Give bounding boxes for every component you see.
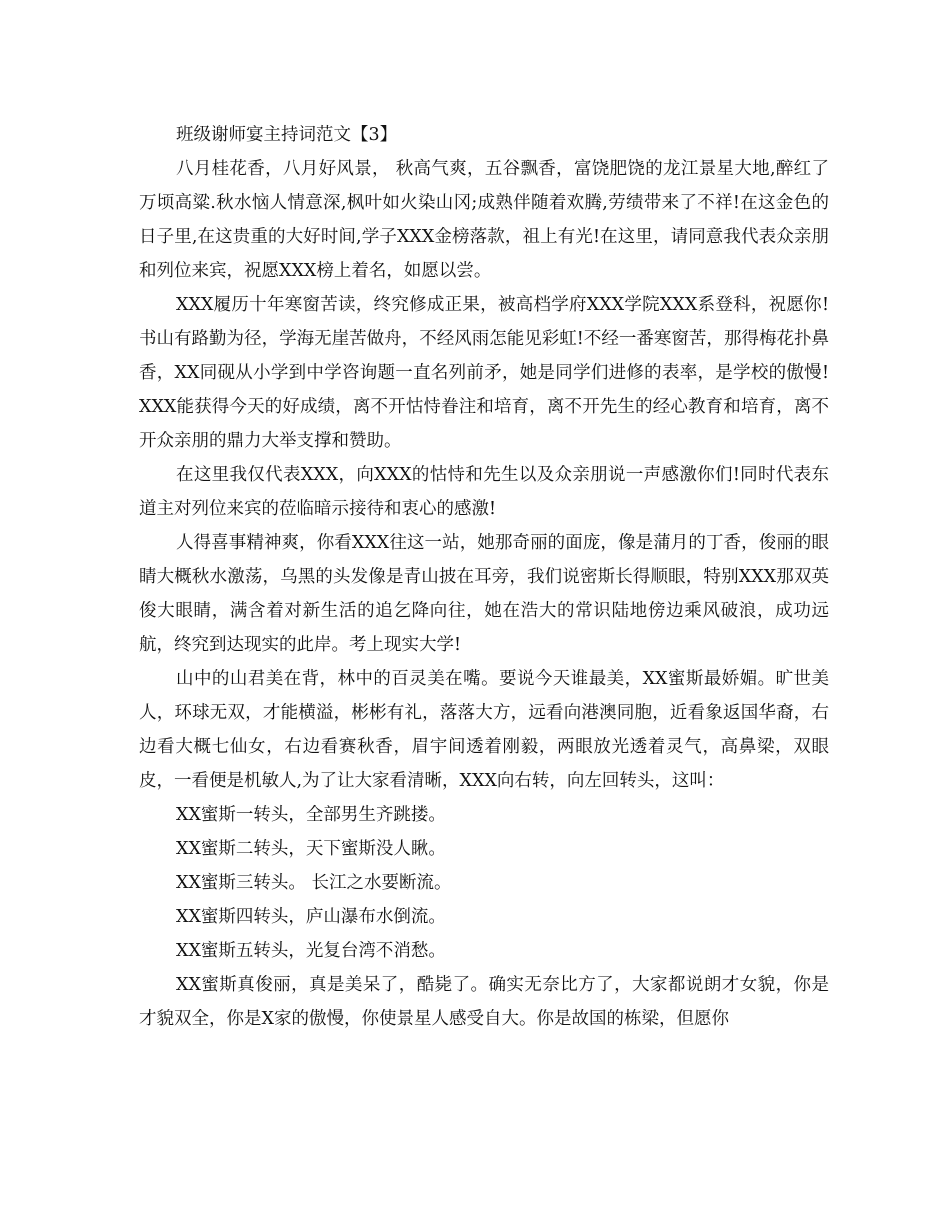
document-title: 班级谢师宴主持词范文【3】	[176, 125, 398, 145]
verse-line: XX蜜斯四转头，庐山瀑布水倒流。	[176, 907, 446, 927]
paragraph: XX蜜斯真俊丽，真是美呆了，酷毙了。确实无奈比方了，大家都说朗才女貌，你是才貌双全，你是X家的傲慢，你使景星人感受自大。你是故国的栋梁，但愿你	[139, 975, 829, 1029]
verse-line: XX蜜斯三转头。 长江之水要断流。	[176, 873, 452, 893]
verse-line: XX蜜斯二转头，天下蜜斯没人瞅。	[176, 839, 446, 859]
document-page	[139, 118, 829, 1036]
paragraph: 人得喜事精神爽，你看XXX往这一站，她那奇丽的面庞，像是蒲月的丁香，俊丽的眼睛大概秋水激荡，乌黑的头发像是青山披在耳旁，我们说密斯长得顺眼，特别XXX那双英俊大眼睛，满含着对新生活的追乞降向往，她在浩大的常识陆地傍边乘风破浪，成功远航，终究到达现实的此岸。考上现实大学!	[139, 533, 829, 655]
paragraph: XXX履历十年寒窗苦读，终究修成正果，被高档学府XXX学院XXX系登科，祝愿你!书山有路勤为径，学海无崖苦做舟，不经风雨怎能见彩虹!不经一番寒窗苦，那得梅花扑鼻香，XX同砚从小学到中学咨询题一直名列前矛，她是同学们进修的表率，是学校的傲慢!XXX能获得今天的好成绩，离不开怙恃眷注和培育，离不开先生的经心教育和培育，离不开众亲朋的鼎力大举支撑和赞助。	[139, 295, 829, 451]
verse-line: XX蜜斯五转头，光复台湾不消愁。	[176, 941, 446, 961]
paragraph: 山中的山君美在背，林中的百灵美在嘴。要说今天谁最美，XX蜜斯最娇媚。旷世美人，环球无双，才能横溢，彬彬有礼，落落大方，远看向港澳同胞，近看象返国华裔，右边看大概七仙女，右边看赛秋香，眉宇间透着刚毅，两眼放光透着灵气，高鼻梁，双眼皮，一看便是机敏人,为了让大家看清晰，XXX向右转，向左回转头，这叫：	[139, 669, 829, 791]
verse-line: XX蜜斯一转头，全部男生齐跳搂。	[176, 805, 446, 825]
paragraph: 在这里我仅代表XXX，向XXX的怙恃和先生以及众亲朋说一声感激你们!同时代表东道主对列位来宾的莅临暗示接待和衷心的感激!	[139, 465, 829, 519]
paragraph: 八月桂花香，八月好风景， 秋高气爽，五谷飘香，富饶肥饶的龙江景星大地,醉红了万顷高粱.秋水恼人情意深,枫叶如火染山冈;成熟伴随着欢腾,劳绩带来了不祥!在这金色的日子里,在这贵重的大好时间,学子XXX金榜落款，祖上有光!在这里，请同意我代表众亲朋和列位来宾，祝愿XXX榜上着名，如愿以尝。	[139, 159, 829, 281]
